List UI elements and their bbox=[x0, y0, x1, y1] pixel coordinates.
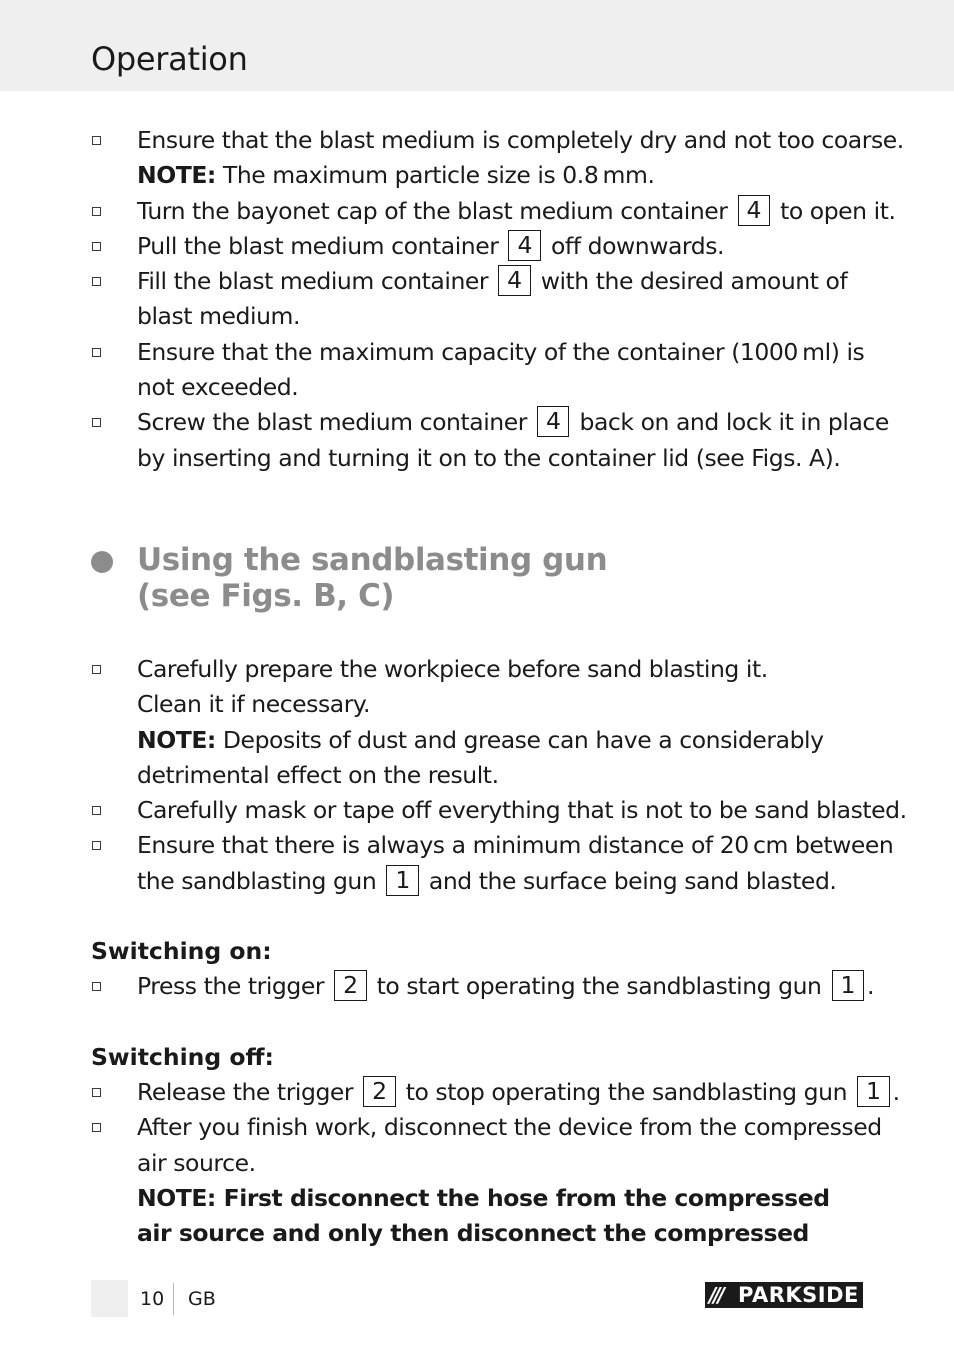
section-title bbox=[137, 542, 607, 614]
text-segment: Press the trigger bbox=[137, 972, 332, 1000]
text-segment: to open it. bbox=[773, 196, 896, 225]
checkbox-bullet-icon bbox=[92, 806, 101, 815]
footer-divider bbox=[173, 1283, 174, 1315]
text-segment: Carefully prepare the workpiece before sand blasting it. bbox=[137, 655, 768, 683]
switching-on-heading: Switching on: bbox=[91, 937, 272, 965]
text-segment: Deposits of dust and grease can have a considerably bbox=[215, 725, 824, 754]
part-number-box: 1 bbox=[386, 865, 419, 896]
instruction-list-block2 bbox=[0, 652, 954, 899]
text-segment: blast medium. bbox=[137, 302, 300, 331]
instruction-line bbox=[137, 1216, 867, 1251]
bold-note-text: NOTE: First disconnect the hose from the compressed bbox=[137, 1183, 830, 1212]
instruction-line bbox=[137, 1110, 882, 1145]
text-segment: off downwards. bbox=[543, 231, 725, 260]
text-segment: the sandblasting gun bbox=[137, 866, 384, 895]
instruction-line bbox=[137, 405, 889, 440]
instruction-line bbox=[137, 264, 867, 299]
part-number-box: 2 bbox=[334, 970, 367, 1001]
instruction-line bbox=[137, 1075, 900, 1110]
text-segment: with the desired amount of bbox=[533, 267, 848, 296]
language-code: GB bbox=[188, 1288, 216, 1310]
switching-on-list bbox=[0, 969, 954, 1004]
checkbox-bullet-icon bbox=[92, 242, 101, 251]
parkside-logo bbox=[705, 1282, 863, 1308]
instruction-line bbox=[137, 758, 867, 793]
list-item bbox=[0, 335, 867, 406]
part-number-box: 2 bbox=[363, 1076, 396, 1107]
checkbox-bullet-icon bbox=[92, 207, 101, 216]
instruction-line bbox=[137, 299, 867, 334]
checkbox-bullet-icon bbox=[92, 1123, 101, 1132]
footer-gray-box bbox=[91, 1280, 128, 1317]
list-item bbox=[0, 652, 867, 793]
part-number-box: 4 bbox=[508, 230, 541, 261]
list-item bbox=[0, 229, 867, 264]
part-number-box: 1 bbox=[832, 970, 865, 1001]
instruction-line bbox=[137, 864, 867, 899]
instruction-line bbox=[137, 687, 867, 722]
instruction-line bbox=[137, 652, 867, 687]
text-segment: Screw the blast medium container bbox=[137, 408, 534, 437]
text-segment: Carefully mask or tape off everything that is not to be sand blasted. bbox=[137, 796, 907, 825]
text-segment: Ensure that there is always a minimum distance of 20 cm between bbox=[137, 831, 894, 860]
checkbox-bullet-icon bbox=[92, 277, 101, 286]
checkbox-bullet-icon bbox=[92, 418, 101, 427]
instruction-line bbox=[137, 828, 894, 863]
checkbox-bullet-icon bbox=[92, 136, 101, 145]
text-segment: . bbox=[892, 1078, 900, 1106]
instruction-line bbox=[137, 1181, 867, 1216]
list-item bbox=[0, 1110, 882, 1251]
list-item bbox=[0, 1075, 900, 1110]
text-segment: After you finish work, disconnect the device from the compressed bbox=[137, 1113, 882, 1142]
text-segment: . bbox=[867, 972, 875, 1000]
instruction-line bbox=[137, 370, 867, 405]
instruction-line bbox=[137, 229, 867, 264]
switching-off-list bbox=[0, 1075, 954, 1251]
text-segment: detrimental effect on the result. bbox=[137, 760, 499, 789]
instruction-line bbox=[137, 1146, 867, 1181]
text-segment: Pull the blast medium container bbox=[137, 231, 506, 260]
instruction-line bbox=[137, 723, 867, 758]
part-number-box: 4 bbox=[738, 195, 771, 226]
bold-note-text: NOTE: bbox=[137, 725, 216, 754]
list-item bbox=[0, 969, 875, 1004]
text-segment: to stop operating the sandblasting gun bbox=[398, 1078, 855, 1106]
instruction-line bbox=[137, 123, 904, 158]
checkbox-bullet-icon bbox=[92, 841, 101, 850]
text-segment: Clean it if necessary. bbox=[137, 690, 371, 719]
list-item bbox=[0, 194, 896, 229]
instruction-line bbox=[137, 194, 896, 229]
part-number-box: 1 bbox=[857, 1076, 890, 1107]
checkbox-bullet-icon bbox=[92, 982, 101, 991]
bold-note-text: NOTE: bbox=[137, 161, 216, 190]
text-segment: back on and lock it in place bbox=[572, 408, 889, 437]
text-segment: The maximum particle size is 0.8 mm. bbox=[215, 161, 655, 190]
instruction-line bbox=[137, 793, 907, 828]
instruction-line bbox=[137, 158, 867, 193]
part-number-box: 4 bbox=[498, 265, 531, 296]
part-number-box: 4 bbox=[537, 406, 570, 437]
text-segment: Ensure that the blast medium is completely dry and not too coarse. bbox=[137, 126, 904, 154]
instruction-line bbox=[137, 335, 867, 370]
logo-wordmark: PARKSIDE bbox=[738, 1283, 859, 1307]
text-segment: air source. bbox=[137, 1148, 256, 1177]
list-item bbox=[0, 123, 904, 194]
list-item bbox=[0, 828, 894, 899]
switching-off-heading: Switching off: bbox=[91, 1043, 274, 1071]
text-segment: and the surface being sand blasted. bbox=[421, 866, 837, 895]
text-segment: Ensure that the maximum capacity of the container (1000 ml) is bbox=[137, 337, 865, 366]
list-item bbox=[0, 264, 867, 335]
section-title-line1: Using the sandblasting gun bbox=[137, 542, 608, 578]
checkbox-bullet-icon bbox=[92, 348, 101, 357]
text-segment: Fill the blast medium container bbox=[137, 267, 496, 296]
section-bullet-dot bbox=[91, 551, 113, 573]
logo-slashes: /// bbox=[709, 1283, 722, 1307]
text-segment: not exceeded. bbox=[137, 373, 299, 402]
text-segment: Turn the bayonet cap of the blast medium container bbox=[137, 196, 735, 225]
section-title-line2: (see Figs. B, C) bbox=[137, 578, 395, 614]
text-segment: to start operating the sandblasting gun bbox=[369, 972, 829, 1000]
list-item bbox=[0, 793, 907, 828]
instruction-list-block1 bbox=[0, 123, 954, 476]
page-title: Operation bbox=[91, 40, 248, 78]
instruction-line bbox=[137, 969, 875, 1004]
checkbox-bullet-icon bbox=[92, 1088, 101, 1097]
instruction-line bbox=[137, 441, 867, 476]
checkbox-bullet-icon bbox=[92, 665, 101, 674]
page-number: 10 bbox=[140, 1288, 165, 1310]
text-segment: Release the trigger bbox=[137, 1078, 361, 1106]
list-item bbox=[0, 405, 889, 476]
text-segment: by inserting and turning it on to the container lid (see Figs. A). bbox=[137, 443, 841, 472]
bold-note-text: air source and only then disconnect the compressed bbox=[137, 1219, 809, 1248]
